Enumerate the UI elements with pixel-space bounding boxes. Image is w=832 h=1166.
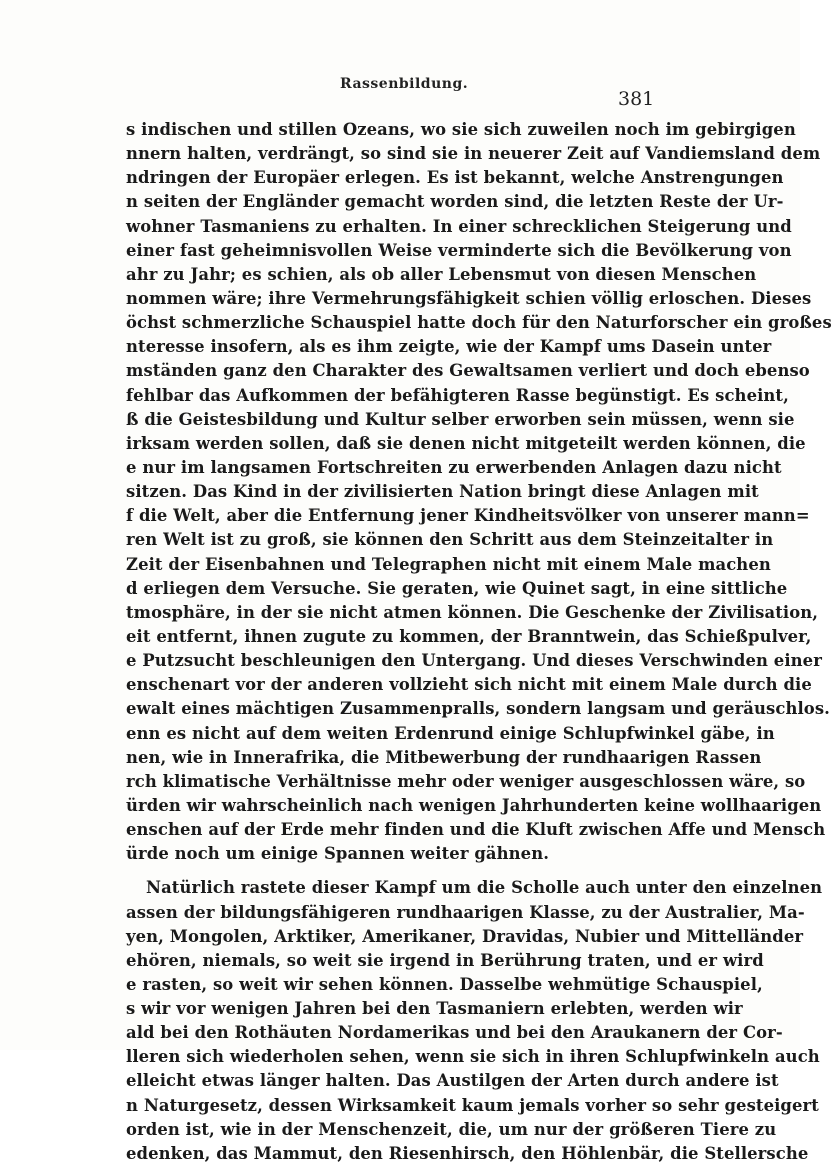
paragraph-2 — [126, 876, 823, 1166]
text-line: wohner Tasmaniens zu erhalten. In einer schrecklichen Steigerung und — [126, 216, 792, 236]
text-line: enschen auf der Erde mehr finden und die Kluft zwischen Affe und Mensch — [126, 820, 826, 840]
text-line: e nur im langsamen Fortschreiten zu erwerbenden Anlagen dazu nicht — [126, 457, 782, 477]
text-line: lleren sich wiederholen sehen, wenn sie sich in ihren Schlupfwinkeln auch — [126, 1047, 820, 1067]
text-line: assen der bildungsfähigeren rundhaarigen Klasse, zu der Australier, Ma- — [126, 902, 805, 922]
body-text — [126, 118, 832, 1166]
text-line: nteresse insofern, als es ihm zeigte, wie der Kampf ums Dasein unter — [126, 337, 772, 357]
text-line: irksam werden sollen, daß sie denen nicht mitgeteilt werden können, die — [126, 433, 806, 453]
text-line: öchst schmerzliche Schauspiel hatte doch für den Naturforscher ein großes — [126, 313, 832, 333]
text-line: elleicht etwas länger halten. Das Austilgen der Arten durch andere ist — [126, 1071, 779, 1091]
text-line: ewalt eines mächtigen Zusammenpralls, sondern langsam und geräuschlos. — [126, 699, 830, 719]
text-line: n seiten der Engländer gemacht worden sind, die letzten Reste der Ur- — [126, 192, 784, 212]
text-line: ß die Geistesbildung und Kultur selber erworben sein müssen, wenn sie — [126, 409, 795, 429]
text-line: ehören, niemals, so weit sie irgend in Berührung traten, und er wird — [126, 950, 764, 970]
text-line: edenken, das Mammut, den Riesenhirsch, den Höhlenbär, die Stellersche — [126, 1143, 809, 1163]
text-line: s indischen und stillen Ozeans, wo sie sich zuweilen noch im gebirgigen — [126, 120, 796, 139]
text-line: fehlbar das Aufkommen der befähigteren Rasse begünstigt. Es scheint, — [126, 385, 789, 405]
text-line: ren Welt ist zu groß, sie können den Schritt aus dem Steinzeitalter in — [126, 530, 774, 550]
text-line: e rasten, so weit wir sehen können. Dasselbe wehmütige Schauspiel, — [126, 974, 763, 994]
text-line: Zeit der Eisenbahnen und Telegraphen nicht mit einem Male machen — [126, 554, 771, 574]
text-line: ürden wir wahrscheinlich nach wenigen Jahrhunderten keine wollhaarigen — [126, 795, 822, 815]
paragraph-1 — [126, 118, 832, 866]
text-line: ndringen der Europäer erlegen. Es ist bekannt, welche Anstrengungen — [126, 168, 784, 188]
text-line: enschenart vor der anderen vollzieht sich nicht mit einem Male durch die — [126, 675, 812, 695]
text-line: n Naturgesetz, dessen Wirksamkeit kaum jemals vorher so sehr gesteigert — [126, 1095, 819, 1115]
running-head: Rassenbildung. — [340, 76, 469, 92]
page-number: 381 — [618, 88, 655, 110]
text-line: f die Welt, aber die Entfernung jener Kindheitsvölker von unserer mann= — [126, 506, 810, 526]
text-line: yen, Mongolen, Arktiker, Amerikaner, Dravidas, Nubier und Mittelländer — [126, 926, 804, 946]
text-line: sitzen. Das Kind in der zivilisierten Nation bringt diese Anlagen mit — [126, 482, 759, 502]
text-line: ürde noch um einige Spannen weiter gähnen. — [126, 844, 550, 864]
text-line: nen, wie in Innerafrika, die Mitbewerbung der rundhaarigen Rassen — [126, 747, 762, 767]
text-line: e Putzsucht beschleunigen den Untergang. Und dieses Verschwinden einer — [126, 651, 822, 671]
text-line: nnern halten, verdrängt, so sind sie in neuerer Zeit auf Vandiemsland dem — [126, 144, 821, 164]
text-line: ald bei den Rothäuten Nordamerikas und bei den Araukanern der Cor- — [126, 1023, 783, 1043]
text-line: Natürlich rastete dieser Kampf um die Scholle auch unter den einzelnen — [146, 878, 823, 898]
paragraph-gap — [126, 866, 656, 876]
text-line: d erliegen dem Versuche. Sie geraten, wie Quinet sagt, in eine sittliche — [126, 578, 788, 598]
text-line: mständen ganz den Charakter des Gewaltsamen verliert und doch ebenso — [126, 361, 810, 381]
text-line: orden ist, wie in der Menschenzeit, die, um nur der größeren Tiere zu — [126, 1119, 777, 1139]
text-line: ahr zu Jahr; es schien, als ob aller Lebensmut von diesen Menschen — [126, 264, 757, 284]
text-line: eit entfernt, ihnen zugute zu kommen, der Branntwein, das Schießpulver, — [126, 626, 812, 646]
text-line: enn es nicht auf dem weiten Erdenrund einige Schlupfwinkel gäbe, in — [126, 723, 775, 743]
text-line: nommen wäre; ihre Vermehrungsfähigkeit schien völlig erloschen. Dieses — [126, 288, 812, 308]
text-line: rch klimatische Verhältnisse mehr oder weniger ausgeschlossen wäre, so — [126, 771, 806, 791]
text-line: s wir vor wenigen Jahren bei den Tasmaniern erlebten, werden wir — [126, 999, 743, 1019]
text-line: einer fast geheimnisvollen Weise verminderte sich die Bevölkerung von — [126, 240, 792, 260]
text-line: tmosphäre, in der sie nicht atmen können. Die Geschenke der Zivilisation, — [126, 602, 819, 622]
